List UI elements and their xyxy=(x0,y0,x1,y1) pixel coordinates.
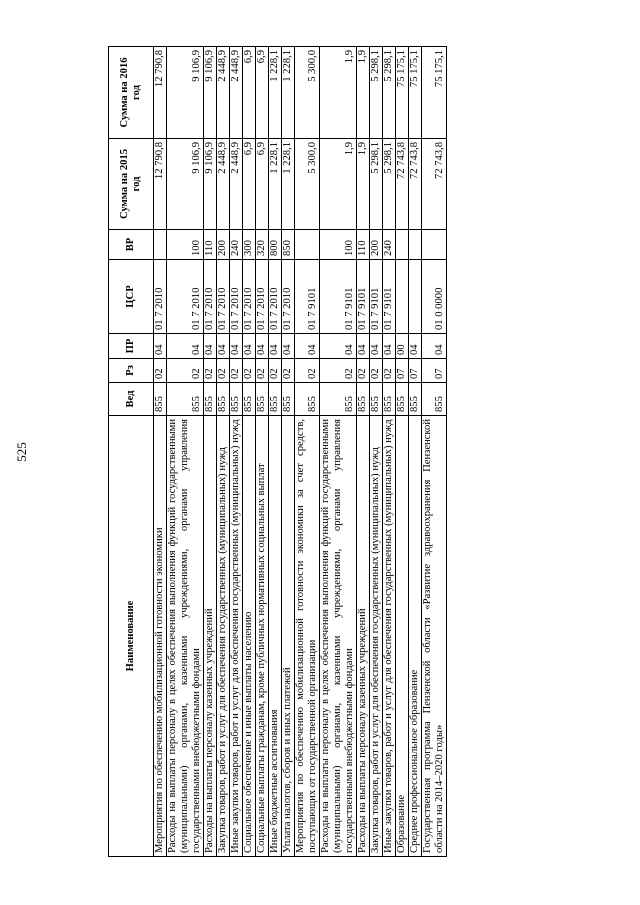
cell-name: Закупка товаров, работ и услуг для обеспечения государственных (муниципальных) нужд xyxy=(217,416,230,857)
cell-pr: 04 xyxy=(383,334,396,359)
cell-sum-2015: 72 743,8 xyxy=(396,139,409,230)
cell-sum-2015: 5 300,0 xyxy=(295,139,320,230)
cell-ved: 855 xyxy=(409,383,422,416)
cell-csr: 01 7 2010 xyxy=(167,260,204,334)
cell-ved: 855 xyxy=(243,383,256,416)
cell-ved: 855 xyxy=(269,383,282,416)
cell-sum-2016: 6,9 xyxy=(243,47,256,139)
cell-sum-2016: 1,9 xyxy=(357,47,370,139)
cell-pr: 04 xyxy=(269,334,282,359)
cell-pr: 04 xyxy=(357,334,370,359)
rotated-table-container xyxy=(108,47,563,857)
table-row xyxy=(256,47,269,857)
cell-pr: 04 xyxy=(167,334,204,359)
cell-pr: 04 xyxy=(154,334,167,359)
cell-ved: 855 xyxy=(383,383,396,416)
cell-name: Расходы на выплаты персоналу казенных учреждений xyxy=(357,416,370,857)
cell-ved: 855 xyxy=(370,383,383,416)
cell-pr: 04 xyxy=(282,334,295,359)
cell-sum-2015: 1 228,1 xyxy=(282,139,295,230)
table-row xyxy=(217,47,230,857)
cell-name: Иные закупки товаров, работ и услуг для обеспечения государственных (муниципальных) нужд xyxy=(230,416,243,857)
cell-csr: 01 7 2010 xyxy=(269,260,282,334)
cell-ved: 855 xyxy=(204,383,217,416)
cell-vr: 240 xyxy=(383,230,396,260)
cell-csr: 01 7 2010 xyxy=(154,260,167,334)
table-row xyxy=(370,47,383,857)
cell-rz: 02 xyxy=(256,359,269,383)
cell-name: Социальные выплаты гражданам, кроме публичных нормативных социальных выплат xyxy=(256,416,269,857)
cell-pr: 04 xyxy=(409,334,422,359)
cell-sum-2015: 72 743,8 xyxy=(422,139,447,230)
cell-sum-2015: 1,9 xyxy=(357,139,370,230)
cell-sum-2016: 75 175,1 xyxy=(396,47,409,139)
cell-sum-2015: 9 106,9 xyxy=(204,139,217,230)
cell-name: Мероприятия по обеспечению мобилизационной готовности экономики xyxy=(154,416,167,857)
cell-rz: 02 xyxy=(320,359,357,383)
cell-sum-2016: 5 298,1 xyxy=(370,47,383,139)
cell-sum-2016: 9 106,9 xyxy=(204,47,217,139)
cell-csr: 01 7 2010 xyxy=(217,260,230,334)
cell-name: Государственная программа Пензенской области «Развитие здравоохранения Пензенской области на 2014–2020 годы» xyxy=(422,416,447,857)
cell-sum-2016: 2 448,9 xyxy=(217,47,230,139)
cell-pr: 04 xyxy=(204,334,217,359)
cell-ved: 855 xyxy=(320,383,357,416)
cell-vr: 240 xyxy=(230,230,243,260)
cell-vr xyxy=(295,230,320,260)
cell-rz: 02 xyxy=(295,359,320,383)
cell-csr: 01 0 0000 xyxy=(422,260,447,334)
cell-ved: 855 xyxy=(230,383,243,416)
cell-pr: 04 xyxy=(256,334,269,359)
table-row xyxy=(243,47,256,857)
cell-pr: 04 xyxy=(217,334,230,359)
header-csr: ЦСР xyxy=(109,260,154,334)
cell-ved: 855 xyxy=(154,383,167,416)
cell-rz: 02 xyxy=(269,359,282,383)
cell-csr: 01 7 9101 xyxy=(320,260,357,334)
cell-sum-2016: 9 106,9 xyxy=(167,47,204,139)
cell-csr: 01 7 9101 xyxy=(370,260,383,334)
table-row xyxy=(383,47,396,857)
page-number: 525 xyxy=(14,442,29,462)
table-row xyxy=(396,47,409,857)
cell-vr: 110 xyxy=(204,230,217,260)
cell-csr: 01 7 2010 xyxy=(230,260,243,334)
cell-sum-2016: 12 790,8 xyxy=(154,47,167,139)
cell-sum-2015: 12 790,8 xyxy=(154,139,167,230)
cell-pr: 04 xyxy=(422,334,447,359)
table-row xyxy=(269,47,282,857)
cell-sum-2015: 1,9 xyxy=(320,139,357,230)
cell-csr: 01 7 9101 xyxy=(295,260,320,334)
table-row xyxy=(282,47,295,857)
cell-pr: 04 xyxy=(243,334,256,359)
budget-table xyxy=(108,46,447,857)
cell-name: Мероприятия по обеспечению мобилизационной готовности экономики за счет средств, поступающих от государственной организации xyxy=(295,416,320,857)
cell-name: Расходы на выплаты персоналу в целях обеспечения выполнения функций государственными (муниципальными) органами, казенными учреждениями, органами управления государственными внебюджетными фондами xyxy=(320,416,357,857)
cell-vr xyxy=(409,230,422,260)
cell-csr: 01 7 9101 xyxy=(357,260,370,334)
cell-csr: 01 7 2010 xyxy=(256,260,269,334)
cell-sum-2015: 2 448,9 xyxy=(230,139,243,230)
cell-sum-2016: 5 300,0 xyxy=(295,47,320,139)
table-row xyxy=(204,47,217,857)
cell-rz: 02 xyxy=(357,359,370,383)
cell-vr: 800 xyxy=(269,230,282,260)
cell-name: Иные закупки товаров, работ и услуг для обеспечения государственных (муниципальных) нужд xyxy=(383,416,396,857)
cell-rz: 07 xyxy=(409,359,422,383)
cell-ved: 855 xyxy=(167,383,204,416)
cell-csr: 01 7 9101 xyxy=(383,260,396,334)
cell-csr xyxy=(409,260,422,334)
cell-name: Иные бюджетные ассигнования xyxy=(269,416,282,857)
cell-rz: 02 xyxy=(383,359,396,383)
cell-rz: 02 xyxy=(204,359,217,383)
table-header-row xyxy=(109,47,154,857)
cell-rz: 07 xyxy=(396,359,409,383)
cell-pr: 04 xyxy=(295,334,320,359)
cell-ved: 855 xyxy=(422,383,447,416)
cell-csr: 01 7 2010 xyxy=(282,260,295,334)
cell-vr: 200 xyxy=(370,230,383,260)
cell-sum-2016: 1 228,1 xyxy=(269,47,282,139)
cell-sum-2016: 2 448,9 xyxy=(230,47,243,139)
cell-sum-2016: 1 228,1 xyxy=(282,47,295,139)
table-body xyxy=(154,47,447,857)
header-sum-2015: Сумма на 2015 год xyxy=(109,139,154,230)
cell-vr: 100 xyxy=(320,230,357,260)
cell-rz: 02 xyxy=(217,359,230,383)
cell-rz: 02 xyxy=(154,359,167,383)
header-name: Наименование xyxy=(109,416,154,857)
cell-sum-2015: 5 298,1 xyxy=(370,139,383,230)
cell-sum-2016: 5 298,1 xyxy=(383,47,396,139)
header-pr: ПР xyxy=(109,334,154,359)
cell-rz: 02 xyxy=(282,359,295,383)
cell-sum-2015: 9 106,9 xyxy=(167,139,204,230)
cell-pr: 04 xyxy=(320,334,357,359)
cell-sum-2015: 6,9 xyxy=(256,139,269,230)
cell-rz: 02 xyxy=(230,359,243,383)
cell-pr: 04 xyxy=(370,334,383,359)
table-row xyxy=(409,47,422,857)
cell-name: Социальное обеспечение и иные выплаты населению xyxy=(243,416,256,857)
cell-vr xyxy=(396,230,409,260)
table-row xyxy=(167,47,204,857)
cell-vr: 300 xyxy=(243,230,256,260)
cell-name: Расходы на выплаты персоналу в целях обеспечения выполнения функций государственными (муниципальными) органами, казенными учреждениями, органами управления государственными внебюджетными фондами xyxy=(167,416,204,857)
cell-rz: 02 xyxy=(167,359,204,383)
cell-ved: 855 xyxy=(295,383,320,416)
cell-ved: 855 xyxy=(357,383,370,416)
cell-name: Образование xyxy=(396,416,409,857)
cell-vr xyxy=(154,230,167,260)
cell-sum-2015: 72 743,8 xyxy=(409,139,422,230)
table-row xyxy=(295,47,320,857)
cell-csr xyxy=(396,260,409,334)
cell-vr: 200 xyxy=(217,230,230,260)
header-ved: Вед xyxy=(109,383,154,416)
header-rz: Рз xyxy=(109,359,154,383)
cell-sum-2015: 1 228,1 xyxy=(269,139,282,230)
cell-sum-2016: 75 175,1 xyxy=(409,47,422,139)
cell-name: Расходы на выплаты персоналу казенных учреждений xyxy=(204,416,217,857)
cell-vr: 320 xyxy=(256,230,269,260)
table-row xyxy=(357,47,370,857)
cell-sum-2015: 2 448,9 xyxy=(217,139,230,230)
cell-pr: 04 xyxy=(230,334,243,359)
table-row xyxy=(230,47,243,857)
cell-rz: 07 xyxy=(422,359,447,383)
cell-ved: 855 xyxy=(217,383,230,416)
cell-rz: 02 xyxy=(243,359,256,383)
cell-name: Уплата налогов, сборов и иных платежей xyxy=(282,416,295,857)
table-row xyxy=(320,47,357,857)
cell-vr: 850 xyxy=(282,230,295,260)
cell-ved: 855 xyxy=(396,383,409,416)
cell-vr xyxy=(422,230,447,260)
cell-ved: 855 xyxy=(256,383,269,416)
cell-name: Закупка товаров, работ и услуг для обеспечения государственных (муниципальных) нужд xyxy=(370,416,383,857)
cell-vr: 110 xyxy=(357,230,370,260)
table-row xyxy=(154,47,167,857)
cell-vr: 100 xyxy=(167,230,204,260)
cell-sum-2016: 6,9 xyxy=(256,47,269,139)
header-vr: ВР xyxy=(109,230,154,260)
cell-sum-2015: 6,9 xyxy=(243,139,256,230)
cell-sum-2015: 5 298,1 xyxy=(383,139,396,230)
cell-sum-2016: 1,9 xyxy=(320,47,357,139)
cell-ved: 855 xyxy=(282,383,295,416)
cell-csr: 01 7 2010 xyxy=(243,260,256,334)
cell-rz: 02 xyxy=(370,359,383,383)
cell-sum-2016: 75 175,1 xyxy=(422,47,447,139)
cell-pr: 00 xyxy=(396,334,409,359)
cell-name: Среднее профессиональное образование xyxy=(409,416,422,857)
table-row xyxy=(422,47,447,857)
header-sum-2016: Сумма на 2016 год xyxy=(109,47,154,139)
cell-csr: 01 7 2010 xyxy=(204,260,217,334)
